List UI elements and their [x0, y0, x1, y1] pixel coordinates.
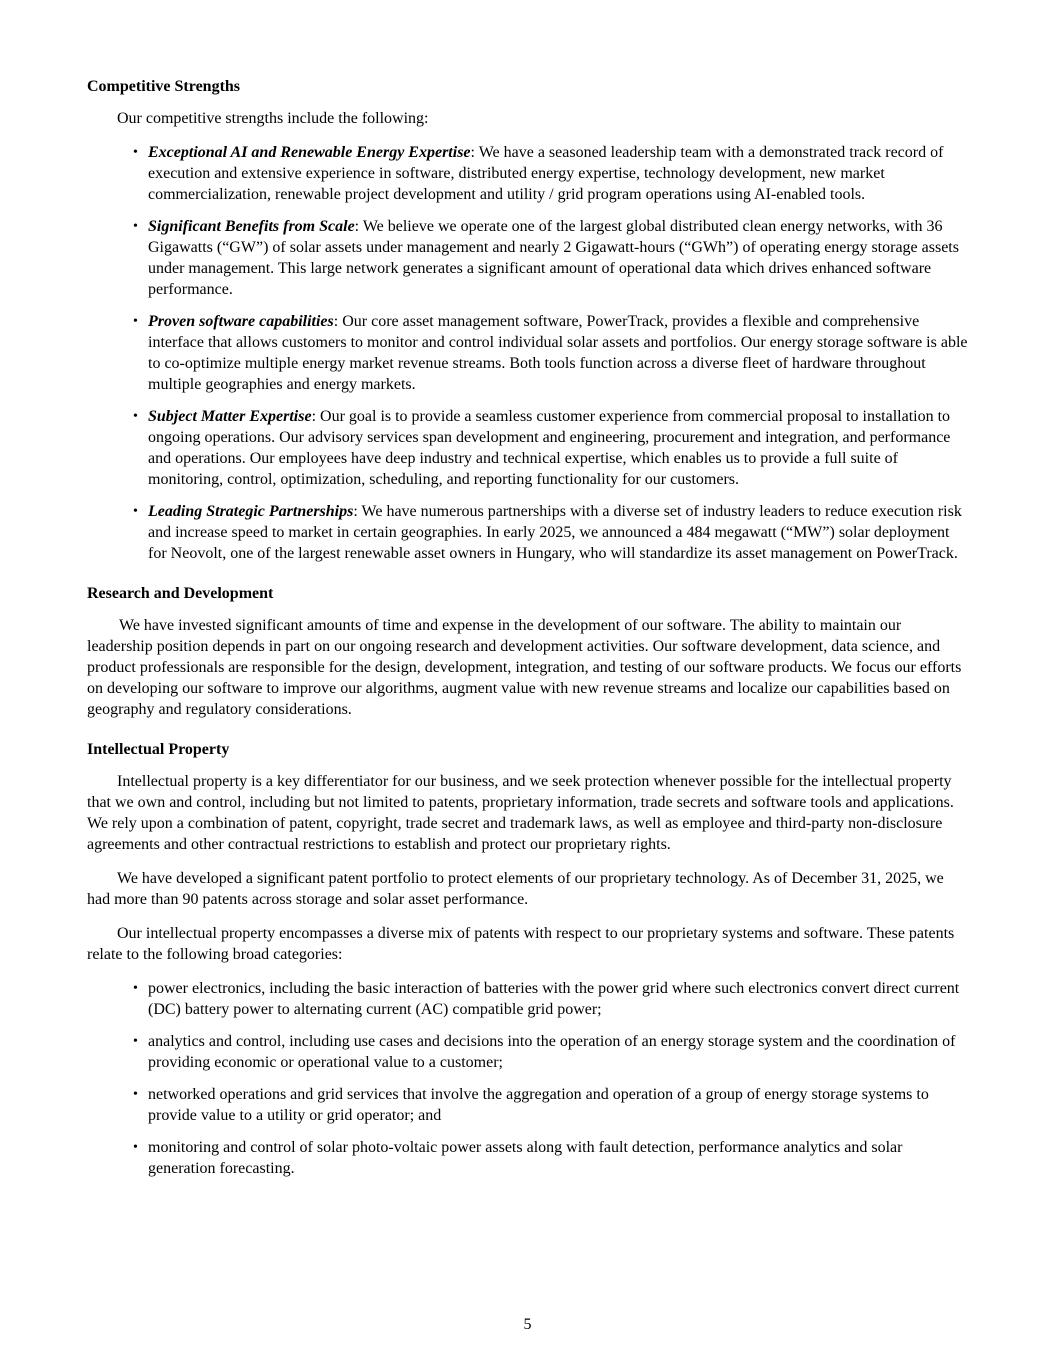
bullet-lead: Significant Benefits from Scale [148, 218, 355, 235]
list-item [87, 406, 968, 490]
bullet-text [148, 311, 968, 395]
list-item [87, 1137, 968, 1179]
bullet-icon: • [133, 1087, 138, 1102]
competitive-strengths-list [87, 142, 968, 564]
section-heading-research-development: Research and Development [87, 585, 274, 602]
bullet-lead: Subject Matter Expertise [148, 408, 312, 425]
bullet-body: : We have numerous partnerships with a diverse set of industry leaders to reduce execution risk and increase speed to market in certain geographies. In early 2025, we announced a 484 megawatt (“MW”) solar deployment for Neovolt, one of the largest renewable asset owners in Hungary, who will standardize its asset management on PowerTrack. [148, 503, 962, 562]
ip-paragraph-1: Intellectual property is a key differentiator for our business, and we seek protection whenever possible for the intellectual property that we own and control, including but not limited to patents, proprietary information, trade secrets and software tools and applications. We rely upon a combination of patent, copyright, trade secret and trademark laws, as well as employee and third-party non-disclosure agreements and other contractual restrictions to establish and protect our proprietary rights. [87, 773, 954, 853]
list-item [87, 216, 968, 300]
ip-paragraph-2: We have developed a significant patent portfolio to protect elements of our proprietary technology. As of December 31, 2025, we had more than 90 patents across storage and solar asset performance. [87, 870, 944, 908]
list-item [87, 501, 968, 564]
bullet-lead: Exceptional AI and Renewable Energy Expertise [148, 144, 471, 161]
bullet-icon: • [133, 314, 138, 329]
competitive-intro-paragraph: Our competitive strengths include the following: [117, 110, 429, 127]
bullet-icon: • [133, 1034, 138, 1049]
bullet-text: networked operations and grid services that involve the aggregation and operation of a group of energy storage systems to provide value to a utility or grid operator; and [148, 1086, 929, 1124]
bullet-body: : Our goal is to provide a seamless customer experience from commercial proposal to installation to ongoing operations. Our advisory services span development and engineering, procurement and integration, and performance and operations. Our employees have deep industry and technical expertise, which enables us to provide a full suite of monitoring, control, optimization, scheduling, and reporting functionality for our customers. [148, 408, 951, 488]
list-item [87, 142, 968, 205]
page-number: 5 [523, 1316, 532, 1333]
ip-patent-categories-list [87, 978, 968, 1179]
bullet-lead: Leading Strategic Partnerships [148, 503, 354, 520]
bullet-text [148, 216, 968, 300]
bullet-body: : We believe we operate one of the largest global distributed clean energy networks, with 36 Gigawatts (“GW”) of solar assets under management and nearly 2 Gigawatt-hours (“GWh”) of operating energy storage assets under management. This large network generates a significant amount of operational data which drives enhanced software performance. [148, 218, 959, 298]
bullet-text [148, 142, 968, 205]
bullet-body: : Our core asset management software, PowerTrack, provides a flexible and comprehensive interface that allows customers to monitor and control individual solar assets and portfolios. Our energy storage software is able to co-optimize multiple energy market revenue streams. Both tools function across a diverse fleet of hardware throughout multiple geographies and energy markets. [148, 313, 968, 393]
bullet-icon: • [133, 981, 138, 996]
list-item [87, 1084, 968, 1126]
list-item [87, 1031, 968, 1073]
list-item [87, 311, 968, 395]
bullet-icon: • [133, 219, 138, 234]
rnd-paragraph: We have invested significant amounts of time and expense in the development of our software. The ability to maintain our leadership position depends in part on our ongoing research and development activities. Our software development, data science, and product professionals are responsible for the design, development, integration, and testing of our software products. We focus our efforts on developing our software to improve our algorithms, augment value with new revenue streams and localize our capabilities based on geography and regulatory considerations. [87, 617, 962, 718]
bullet-text [148, 406, 968, 490]
bullet-icon: • [133, 145, 138, 160]
bullet-text: power electronics, including the basic interaction of batteries with the power grid where such electronics convert direct current (DC) battery power to alternating current (AC) compatible grid power; [148, 980, 960, 1018]
ip-paragraph-3: Our intellectual property encompasses a diverse mix of patents with respect to our proprietary systems and software. These patents relate to the following broad categories: [87, 925, 955, 963]
bullet-icon: • [133, 504, 138, 519]
bullet-text [148, 501, 968, 564]
bullet-icon: • [133, 1140, 138, 1155]
section-heading-intellectual-property: Intellectual Property [87, 741, 230, 758]
bullet-lead: Proven software capabilities [148, 313, 334, 330]
list-item [87, 978, 968, 1020]
section-heading-competitive-strengths: Competitive Strengths [87, 78, 241, 95]
bullet-icon: • [133, 409, 138, 424]
bullet-text: monitoring and control of solar photo-voltaic power assets along with fault detection, performance analytics and solar generation forecasting. [148, 1139, 903, 1177]
bullet-text: analytics and control, including use cases and decisions into the operation of an energy storage system and the coordination of providing economic or operational value to a customer; [148, 1033, 956, 1071]
bullet-body: : We have a seasoned leadership team with a demonstrated track record of execution and extensive experience in software, distributed energy expertise, technology development, new market commercialization, renewable project development and utility / grid program operations using AI-enabled tools. [148, 144, 944, 203]
